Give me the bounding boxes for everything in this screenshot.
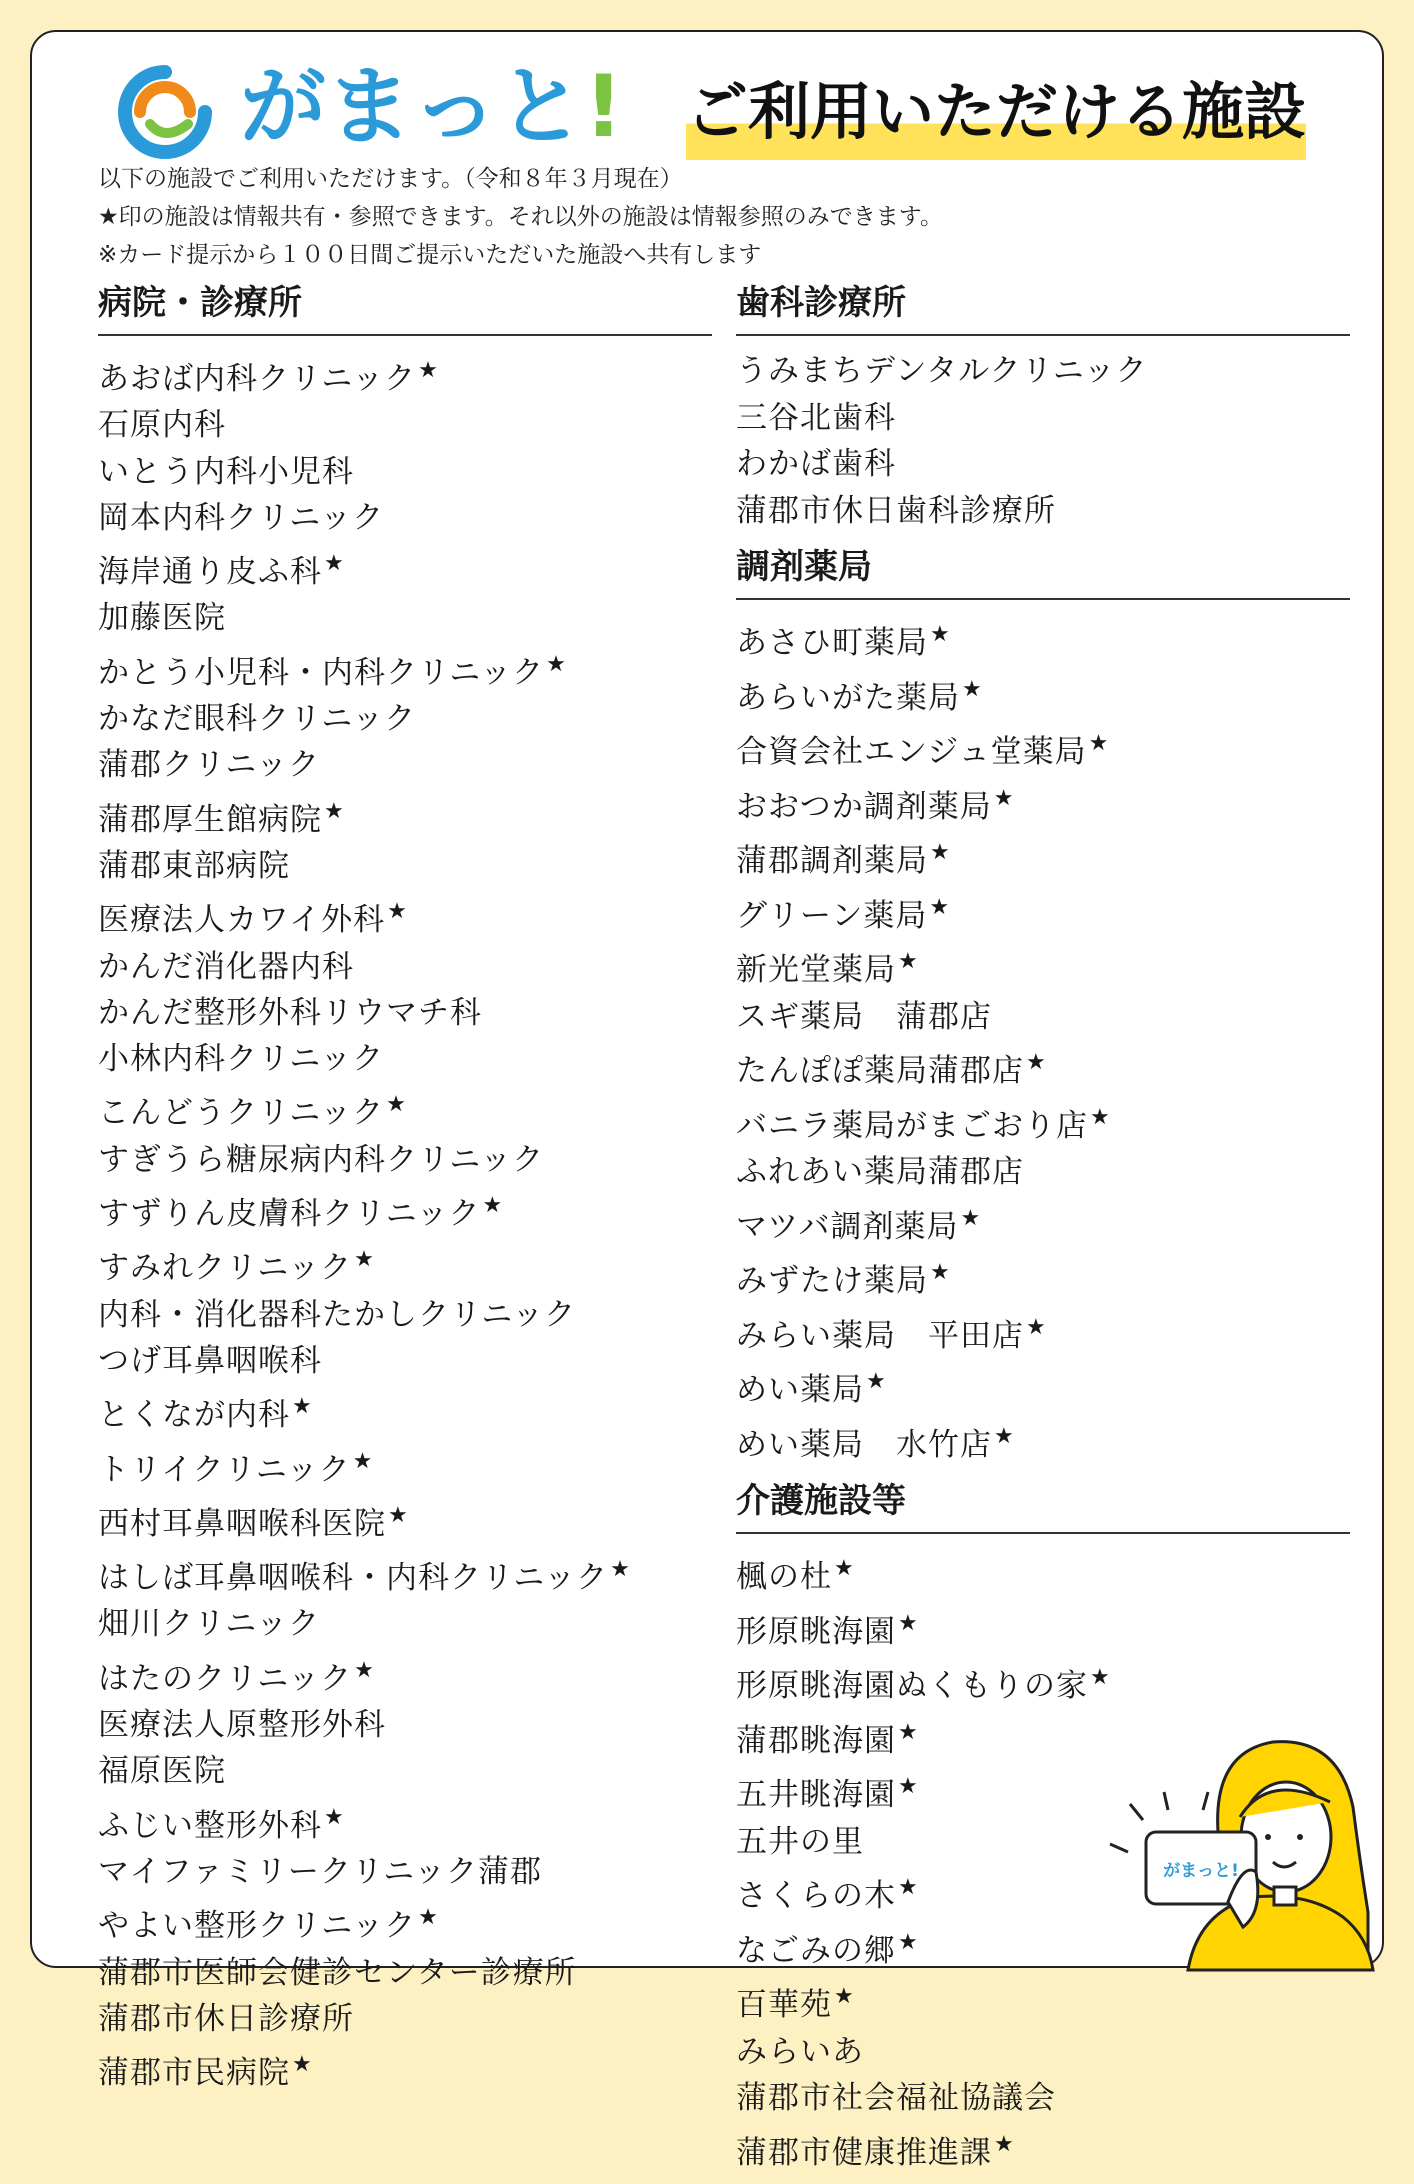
- facility-name: かとう小児科・内科クリニック: [98, 654, 545, 691]
- facility-name: 内科・消化器科たかしクリニック: [98, 1296, 577, 1333]
- star-icon: ★: [292, 2052, 313, 2078]
- section-title: 歯科診療所: [736, 278, 1350, 336]
- star-icon: ★: [324, 551, 345, 577]
- intro-line-2: ★印の施設は情報共有・参照できます。それ以外の施設は情報参照のみできます。: [98, 204, 943, 230]
- facility-item: [98, 1137, 712, 1183]
- star-icon: ★: [930, 622, 951, 647]
- facility-item: [98, 595, 712, 641]
- star-icon: ★: [354, 1247, 375, 1273]
- facility-item: [736, 885, 1350, 940]
- star-icon: ★: [1088, 731, 1110, 756]
- facility-name: 畑川クリニック: [98, 1606, 321, 1643]
- facility-item: [98, 402, 712, 448]
- star-icon: ★: [324, 1804, 345, 1830]
- facility-list: [736, 348, 1350, 534]
- facility-item: [98, 1183, 712, 1237]
- star-icon: ★: [610, 1557, 631, 1583]
- facility-item: [98, 944, 712, 990]
- header: [80, 50, 1360, 170]
- facility-item: [736, 1546, 1350, 1601]
- star-icon: ★: [1026, 1314, 1047, 1340]
- facility-item: [98, 1648, 712, 1702]
- facility-name: 蒲郡クリニック: [98, 747, 321, 784]
- star-icon: ★: [898, 1774, 919, 1799]
- facility-item: [98, 449, 712, 495]
- facility-item: [736, 612, 1350, 667]
- intro-line-1: 以下の施設でご利用いただけます。（令和８年３月現在）: [98, 166, 683, 192]
- facility-item: [736, 395, 1350, 442]
- facility-name: バニラ薬局がまごおり店: [736, 1107, 1088, 1144]
- facility-name: さくらの木: [736, 1878, 896, 1914]
- facility-name: みらい薬局 平田店: [736, 1317, 1024, 1354]
- facility-name: めい薬局 水竹店: [736, 1426, 992, 1463]
- facility-name: 岡本内科クリニック: [98, 499, 385, 536]
- facility-item: [736, 830, 1350, 885]
- facility-item: [98, 348, 712, 402]
- facility-name: ふれあい薬局蒲郡店: [736, 1154, 1024, 1190]
- facility-item: [98, 1036, 712, 1082]
- intro-text: [98, 160, 1298, 274]
- star-icon: ★: [292, 1394, 313, 1420]
- facility-item: [98, 1384, 712, 1438]
- facility-name: かなだ眼科クリニック: [98, 701, 417, 738]
- facility-name: 蒲郡東部病院: [98, 847, 290, 884]
- gamatto-logo-icon: [110, 62, 220, 162]
- facility-item: [736, 2122, 1350, 2177]
- star-icon: ★: [388, 1502, 409, 1528]
- star-icon: ★: [930, 1260, 951, 1285]
- star-icon: ★: [1026, 1050, 1047, 1075]
- facility-name: 蒲郡市休日診療所: [98, 2000, 354, 2037]
- facility-list: [736, 612, 1350, 1468]
- facility-item: [736, 1040, 1350, 1095]
- facility-name: グリーン薬局: [736, 897, 928, 934]
- facility-item: [98, 495, 712, 541]
- facility-name: 合資会社エンジュ堂薬局: [736, 734, 1087, 770]
- facility-name: 加藤医院: [98, 600, 226, 637]
- facility-item: [98, 541, 712, 595]
- facility-name: すぎうら糖尿病内科クリニック: [98, 1141, 545, 1178]
- section-title: 調剤薬局: [736, 542, 1350, 600]
- facility-name: かんだ整形外科リウマチ科: [98, 994, 482, 1031]
- facility-name: 蒲郡市民病院: [98, 2055, 290, 2092]
- facility-name: 新光堂薬局: [736, 952, 896, 988]
- facility-item: [736, 1250, 1350, 1305]
- intro-line-3: ※カード提示から１００日間ご提示いただいた施設へ共有します: [98, 242, 762, 268]
- facility-name: マツバ調剤薬局: [736, 1208, 959, 1245]
- star-icon: ★: [962, 676, 983, 702]
- facility-item: [736, 1095, 1350, 1150]
- star-icon: ★: [960, 1205, 982, 1231]
- star-icon: ★: [930, 840, 951, 865]
- star-icon: ★: [898, 1929, 919, 1955]
- facility-item: [736, 776, 1350, 831]
- facility-item: [736, 348, 1350, 395]
- facility-name: おおつか調剤薬局: [736, 788, 992, 825]
- facility-name: 西村耳鼻咽喉科医院: [98, 1505, 386, 1542]
- facility-item: [98, 789, 712, 843]
- star-icon: ★: [929, 894, 951, 920]
- facility-item: [98, 1439, 712, 1493]
- facility-item: [736, 1655, 1350, 1710]
- facility-name: つげ耳鼻咽喉科: [98, 1342, 322, 1379]
- star-icon: ★: [354, 1657, 375, 1683]
- facility-item: [98, 1082, 712, 1136]
- facility-item: [736, 1149, 1350, 1196]
- facility-item: [736, 994, 1350, 1041]
- facility-name: みらいあ: [736, 2033, 864, 2070]
- star-icon: ★: [834, 1984, 855, 2009]
- facility-name: 福原医院: [98, 1753, 226, 1790]
- facility-name: 蒲郡厚生館病院: [98, 801, 322, 838]
- logo-text-part2: まっと: [326, 57, 584, 157]
- facility-name: 蒲郡眺海園: [736, 1722, 896, 1759]
- facility-item: [736, 1974, 1350, 2029]
- facility-name: 蒲郡市医師会健診センター診療所: [98, 1954, 577, 1991]
- facility-name: かんだ消化器内科: [98, 948, 354, 985]
- facility-name: なごみの郷: [736, 1932, 896, 1969]
- facility-item: [736, 2029, 1350, 2076]
- facility-item: [736, 721, 1350, 776]
- facility-item: [736, 1414, 1350, 1469]
- facility-item: [98, 1601, 712, 1647]
- facility-name: 蒲郡調剤薬局: [736, 843, 928, 879]
- facility-name: ふじい整形外科: [98, 1807, 322, 1844]
- facility-item: [98, 843, 712, 889]
- facility-name: こんどうクリニック: [98, 1095, 385, 1132]
- facility-name: 五井の里: [736, 1823, 864, 1860]
- facility-item: [98, 742, 712, 788]
- facility-name: うみまちデンタルクリニック: [736, 353, 1148, 389]
- facility-name: 石原内科: [98, 407, 226, 444]
- star-icon: ★: [898, 1719, 919, 1745]
- star-icon: ★: [993, 785, 1015, 811]
- logo-text-part3: !: [584, 57, 624, 157]
- facility-name: あおば内科クリニック: [98, 361, 417, 397]
- section-title: 病院・診療所: [98, 278, 712, 336]
- facility-item: [736, 1305, 1350, 1360]
- facility-item: [98, 2042, 712, 2096]
- facility-name: めい薬局: [736, 1372, 864, 1408]
- facility-item: [98, 642, 712, 696]
- facility-name: あさひ町薬局: [736, 625, 928, 661]
- star-icon: ★: [418, 1905, 439, 1931]
- facility-item: [98, 1748, 712, 1794]
- star-icon: ★: [898, 949, 919, 974]
- logo-text-part1: が: [240, 57, 326, 157]
- facility-name: トリイクリニック: [98, 1451, 351, 1488]
- facility-name: 医療法人カワイ外科: [98, 902, 386, 939]
- star-icon: ★: [994, 2131, 1015, 2157]
- facility-name: はたのクリニック: [98, 1660, 353, 1697]
- facility-item: [736, 2075, 1350, 2122]
- flyer-card: [30, 30, 1384, 2171]
- star-icon: ★: [386, 1092, 407, 1118]
- star-icon: ★: [994, 1423, 1015, 1449]
- facility-item: [736, 1601, 1350, 1656]
- facility-item: [98, 1996, 712, 2042]
- card-logo-text: がまっと!: [1163, 1861, 1239, 1881]
- facility-item: [98, 1547, 712, 1601]
- facility-name: 楓の杜: [736, 1559, 832, 1595]
- facility-name: いとう内科小児科: [98, 453, 354, 490]
- facility-name: 小林内科クリニック: [98, 1041, 385, 1078]
- star-icon: ★: [546, 651, 567, 677]
- logo-wordmark: [240, 52, 623, 162]
- star-icon: ★: [387, 899, 408, 925]
- facility-item: [736, 441, 1350, 488]
- star-icon: ★: [324, 798, 345, 824]
- page-title: ご利用いただける施設: [686, 64, 1306, 160]
- facility-name: 蒲郡市健康推進課: [736, 2134, 992, 2171]
- facility-item: [98, 1849, 712, 1895]
- facility-item: [736, 1196, 1350, 1251]
- star-icon: ★: [898, 1875, 919, 1900]
- star-icon: ★: [418, 358, 439, 383]
- facility-name: わかば歯科: [736, 446, 896, 482]
- star-icon: ★: [482, 1193, 504, 1219]
- section-title: 介護施設等: [736, 1476, 1350, 1534]
- facility-name: スギ薬局 蒲郡店: [736, 998, 992, 1035]
- facility-name: 医療法人原整形外科: [98, 1707, 386, 1744]
- star-icon: ★: [1090, 1104, 1111, 1130]
- facility-name: すみれクリニック: [98, 1250, 353, 1287]
- facility-item: [98, 1292, 712, 1338]
- facility-name: 形原眺海園: [736, 1613, 896, 1650]
- star-icon: ★: [834, 1556, 855, 1581]
- facility-name: 蒲郡市社会福祉協議会: [736, 2080, 1056, 2116]
- facility-item: [98, 1493, 712, 1547]
- facility-item: [736, 488, 1350, 535]
- facility-item: [98, 1237, 712, 1291]
- facility-name: あらいがた薬局: [736, 679, 960, 716]
- facility-item: [98, 889, 712, 943]
- facility-name: 三谷北歯科: [736, 399, 896, 436]
- facility-item: [98, 990, 712, 1036]
- star-icon: ★: [898, 1610, 919, 1636]
- facility-list: [98, 348, 712, 2096]
- facility-item: [736, 939, 1350, 994]
- star-icon: ★: [1090, 1665, 1111, 1690]
- facility-item: [98, 1702, 712, 1748]
- facility-name: たんぽぽ薬局蒲郡店: [736, 1053, 1024, 1089]
- facility-name: 海岸通り皮ふ科: [98, 554, 322, 591]
- star-icon: ★: [866, 1369, 887, 1394]
- facility-name: やよい整形クリニック: [98, 1908, 417, 1945]
- facility-item: [98, 696, 712, 742]
- facility-item: [98, 1338, 712, 1384]
- facility-name: 百華苑: [736, 1987, 832, 2023]
- facility-name: みずたけ薬局: [736, 1263, 928, 1299]
- left-column: [98, 278, 712, 2096]
- facility-item: [736, 1359, 1350, 1414]
- facility-name: マイファミリークリニック蒲郡: [98, 1853, 542, 1890]
- facility-name: 五井眺海園: [736, 1777, 896, 1813]
- facility-item: [98, 1795, 712, 1849]
- facility-item: [736, 667, 1350, 722]
- star-icon: ★: [352, 1448, 374, 1474]
- facility-name: 形原眺海園ぬくもりの家: [736, 1668, 1088, 1704]
- facility-name: とくなが内科: [98, 1397, 290, 1434]
- facility-name: すずりん皮膚科クリニック: [98, 1196, 481, 1233]
- woman-holding-card-illustration: [1068, 1712, 1398, 1970]
- facility-item: [98, 1950, 712, 1996]
- facility-item: [98, 1895, 712, 1949]
- facility-name: はしば耳鼻咽喉科・内科クリニック: [98, 1560, 609, 1597]
- facility-name: 蒲郡市休日歯科診療所: [736, 492, 1056, 529]
